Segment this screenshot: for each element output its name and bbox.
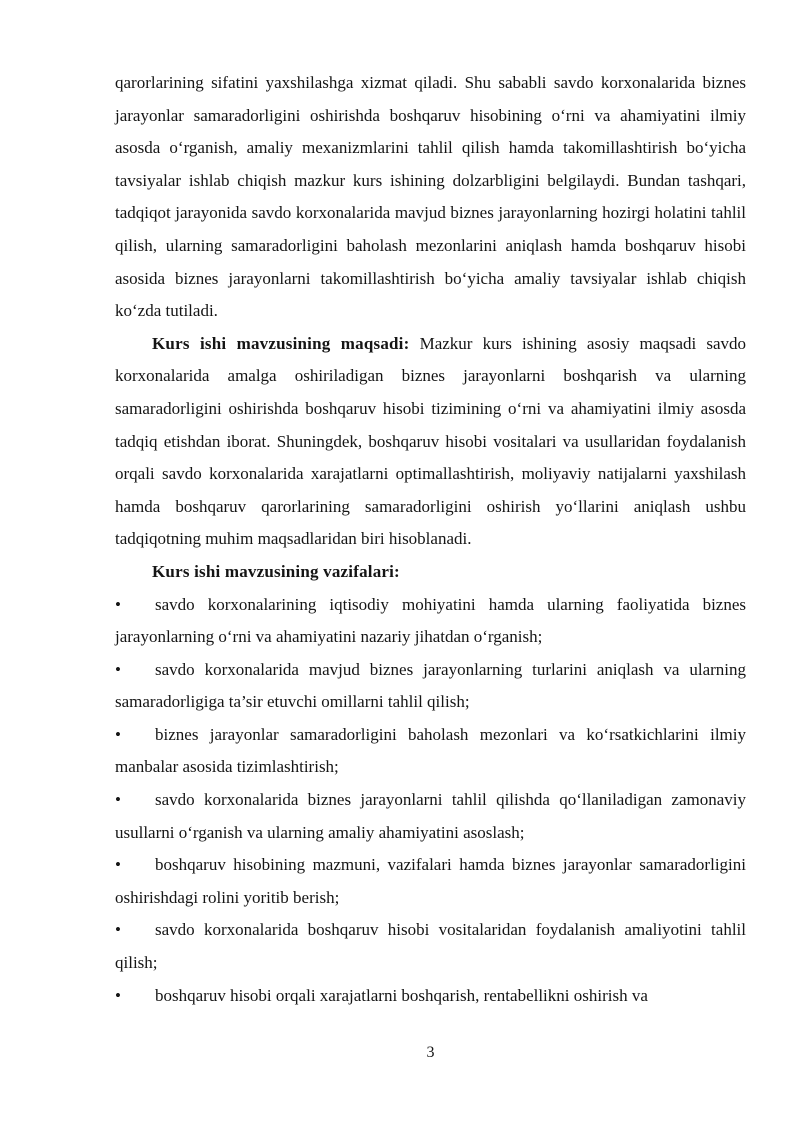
bullet-icon: •: [115, 855, 121, 875]
bullet-icon: •: [115, 659, 121, 679]
task-item-text: boshqaruv hisobining mazmuni, vazifalari hamda biznes jarayonlar samaradorligini oshirishdagi rolini yoritib berish;: [115, 855, 746, 907]
task-item: [115, 589, 746, 654]
task-item-text: savdo korxonalarida mavjud biznes jarayonlarning turlarini aniqlash va ularning samaradorligiga ta’sir etuvchi omillarni tahlil qilish;: [115, 659, 746, 712]
page-number: 3: [426, 1044, 435, 1061]
bullet-icon: •: [115, 790, 121, 810]
task-item-text: biznes jarayonlar samaradorligini baholash mezonlari va ko‘rsatkichlarini ilmiy manbalar asosida tizimlashtirish;: [115, 724, 746, 777]
bullet-icon: •: [115, 724, 121, 744]
text-block: [115, 67, 746, 1012]
paragraph-purpose: [115, 328, 746, 556]
task-item: [115, 654, 746, 719]
purpose-heading: Kurs ishi mavzusining maqsadi:: [152, 333, 410, 353]
task-item: [115, 719, 746, 784]
bullet-icon: •: [115, 594, 121, 614]
task-item-text: savdo korxonalarida boshqaruv hisobi vositalaridan foydalanish amaliyotini tahlil qilish;: [115, 920, 746, 973]
task-item-text: savdo korxonalarining iqtisodiy mohiyatini hamda ularning faoliyatida biznes jarayonlarning o‘rni va ahamiyatini nazariy jihatdan o‘rganish;: [115, 594, 746, 647]
bullet-icon: •: [115, 920, 121, 940]
bullet-icon: •: [115, 985, 121, 1005]
paragraph-relevance: qarorlarining sifatini yaxshilashga xizmat qiladi. Shu sababli savdo korxonalarida biznes jarayonlar samaradorligini oshirishda boshqaruv hisobining o‘rni va ahamiyatini ilmiy asosda o‘rganish, amaliy mexanizmlarini tahlil qilish hamda takomillashtirish bo‘yicha tavsiyalar ishlab chiqish mazkur kurs ishining dolzarbligini belgilaydi. Bundan tashqari, tadqiqot jarayonida savdo korxonalarida mavjud biznes jarayonlarning hozirgi holatini tahlil qilish, ularning samaradorligini baholash mezonlarini aniqlash hamda boshqaruv hisobi asosida biznes jarayonlarni takomillashtirish bo‘yicha amaliy tavsiyalar ishlab chiqish ko‘zda tutiladi.: [115, 73, 746, 321]
task-item: [115, 849, 746, 914]
task-item-text: boshqaruv hisobi orqali xarajatlarni boshqarish, rentabellikni oshirish va: [155, 985, 648, 1005]
tasks-heading-line: [115, 556, 746, 589]
task-item: [115, 784, 746, 849]
task-item: [115, 914, 746, 979]
purpose-body: Mazkur kurs ishining asosiy maqsadi savdo korxonalarida amalga oshiriladigan biznes jarayonlarni boshqarish va ularning samaradorligini oshirishda boshqaruv hisobi tizimining o‘rni va ahamiyatini ilmiy asosda tadqiq etishdan iborat. Shuningdek, boshqaruv hisobi vositalari va usullaridan foydalanish orqali savdo korxonalarida xarajatlarni optimallashtirish, moliyaviy natijalarni yaxshilash hamda boshqaruv qarorlarining samaradorligini oshirish yo‘llarini aniqlash ushbu tadqiqotning muhim maqsadlaridan biri hisoblanadi.: [115, 333, 747, 549]
task-item-text: savdo korxonalarida biznes jarayonlarni tahlil qilishda qo‘llaniladigan zamonaviy usullarni o‘rganish va ularning amaliy ahamiyatini asoslash;: [115, 790, 746, 842]
task-item: [115, 980, 746, 1013]
tasks-heading: Kurs ishi mavzusining vazifalari:: [152, 561, 400, 581]
